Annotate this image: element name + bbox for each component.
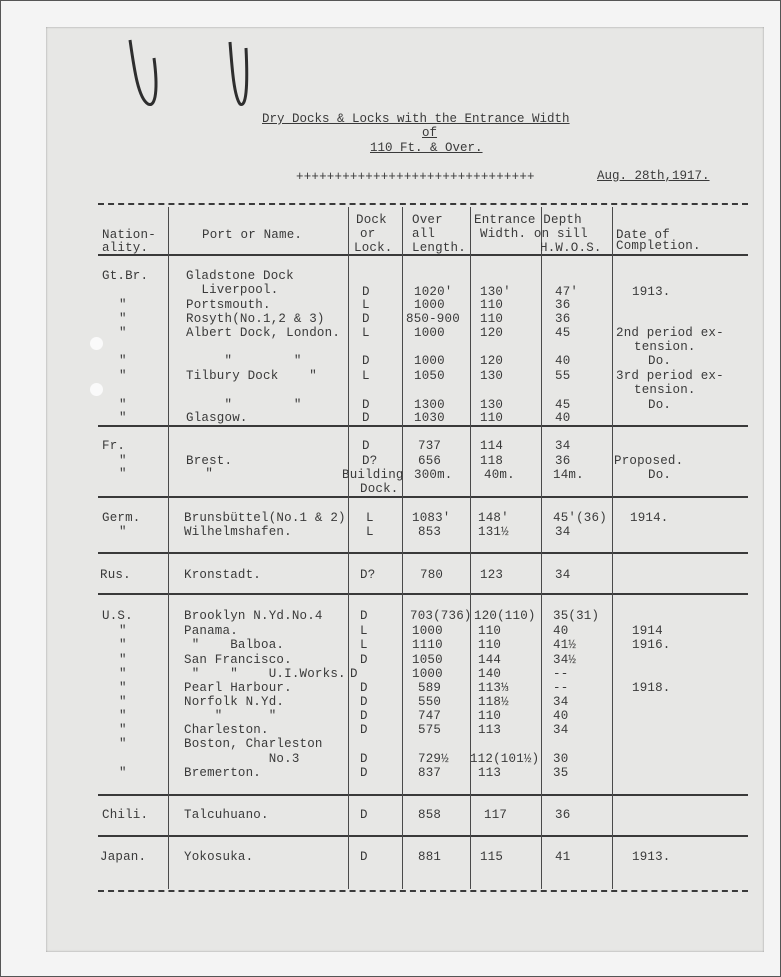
cell-nation: " — [119, 312, 127, 326]
column-divider — [470, 207, 471, 889]
cell-nation: " — [119, 298, 127, 312]
cell-width: 130 — [480, 369, 504, 383]
cell-depth: 34 — [555, 525, 571, 539]
cell-length: 589 — [418, 681, 442, 695]
cell-dock: L — [362, 326, 370, 340]
cell-depth: 55 — [555, 369, 571, 383]
cell-dock: D — [362, 354, 370, 368]
cell-date: 1913. — [632, 285, 671, 299]
cell-width: 118 — [480, 454, 504, 468]
header-date: Completion. — [616, 239, 701, 253]
cell-date: 3rd period ex- — [616, 369, 724, 383]
cell-width: 110 — [478, 709, 502, 723]
cell-depth: -- — [553, 667, 569, 681]
cell-length: 1020' — [414, 285, 453, 299]
section-rule — [98, 794, 748, 796]
cell-length: 1000 — [414, 326, 445, 340]
cell-nation: " — [119, 766, 127, 780]
cell-nation: Germ. — [102, 511, 141, 525]
cell-dock: D — [360, 709, 368, 723]
cell-dock: L — [366, 511, 374, 525]
header-length: Over — [412, 213, 443, 227]
cell-nation: " — [119, 369, 127, 383]
cell-width: 117 — [484, 808, 508, 822]
cell-port: " — [190, 467, 214, 481]
cell-date: 1916. — [632, 638, 671, 652]
cell-date: 1914 — [632, 624, 663, 638]
cell-length: 550 — [418, 695, 442, 709]
cell-nation: " — [119, 681, 127, 695]
cell-port: Panama. — [184, 624, 238, 638]
cell-length: 1030 — [414, 411, 445, 425]
cell-date: Do. — [648, 468, 672, 482]
cell-port: Tilbury Dock " — [186, 369, 317, 383]
cell-port: San Francisco. — [184, 653, 292, 667]
cell-width: 110 — [480, 312, 504, 326]
cell-depth: 40 — [555, 354, 571, 368]
cell-nation: " — [119, 667, 127, 681]
cell-dock: D — [360, 609, 368, 623]
cell-width: 148' — [478, 511, 509, 525]
cell-port: Yokosuka. — [184, 850, 254, 864]
cell-port: No.3 — [184, 752, 300, 766]
doc-title-size: 110 Ft. & Over. — [370, 141, 483, 155]
doc-title: Dry Docks & Locks with the Entrance Width — [262, 112, 570, 126]
cell-length: 575 — [418, 723, 442, 737]
cell-nation: " — [119, 326, 127, 340]
cell-dock: L — [360, 624, 368, 638]
cell-depth: -- — [553, 681, 569, 695]
cell-depth: 36 — [555, 312, 571, 326]
cell-port: Talcuhuano. — [184, 808, 269, 822]
cell-port: Charleston. — [184, 723, 269, 737]
section-rule — [98, 593, 748, 595]
cell-nation: Fr. — [102, 439, 126, 453]
cell-port: " " — [186, 398, 302, 412]
cell-width: 114 — [480, 439, 504, 453]
paper-clip-right — [226, 38, 256, 110]
cell-depth: 34½ — [553, 653, 577, 667]
cell-dock: D — [360, 653, 368, 667]
cell-nation: " — [119, 695, 127, 709]
cell-length: 703(736) — [410, 609, 472, 623]
doc-title-of: of — [422, 126, 438, 140]
column-divider — [168, 207, 169, 889]
cell-port: Liverpool. — [186, 283, 279, 297]
cell-date: 1913. — [632, 850, 671, 864]
cell-width: 120(110) — [474, 609, 536, 623]
cell-dock: D — [350, 667, 358, 681]
section-rule — [98, 552, 748, 554]
cell-depth: 30 — [553, 752, 569, 766]
cell-depth: 36 — [555, 454, 571, 468]
cell-length: 1000 — [414, 354, 445, 368]
cell-depth: 47' — [555, 285, 579, 299]
cell-port: Portsmouth. — [186, 298, 271, 312]
document-sheet — [46, 27, 764, 952]
cell-length: 780 — [420, 568, 444, 582]
header-dock: or — [360, 227, 376, 241]
cell-width: 40m. — [484, 468, 515, 482]
cell-port: Brunsbüttel(No.1 & 2) — [184, 511, 346, 525]
cell-width: 144 — [478, 653, 502, 667]
cell-port: " Balboa. — [184, 638, 285, 652]
cell-length: 747 — [418, 709, 442, 723]
cell-date: Proposed. — [614, 454, 684, 468]
paper-clip-left — [124, 38, 164, 110]
cell-depth: 45 — [555, 326, 571, 340]
cell-dock: D — [362, 285, 370, 299]
cell-dock: D — [362, 398, 370, 412]
column-divider — [402, 207, 403, 889]
cell-width: 113⅓ — [478, 681, 509, 695]
cell-dock: D — [360, 808, 368, 822]
cell-length: 1000 — [412, 624, 443, 638]
cell-nation: " — [119, 638, 127, 652]
cell-nation: " — [119, 653, 127, 667]
cell-width: 112(101½) — [470, 752, 540, 766]
header-nationality: ality. — [102, 241, 149, 255]
cell-length: 729½ — [418, 752, 449, 766]
header-length: Length. — [412, 241, 466, 255]
cell-width: 118½ — [478, 695, 509, 709]
cell-port: " " U.I.Works. — [184, 667, 346, 681]
cell-dock: D — [360, 752, 368, 766]
header-nationality: Nation- — [102, 228, 156, 242]
doc-date: Aug. 28th,1917. — [597, 169, 710, 183]
cell-nation: U.S. — [102, 609, 133, 623]
cell-port: Wilhelmshafen. — [184, 525, 292, 539]
header-port: Port or Name. — [202, 228, 303, 242]
cell-depth: 14m. — [553, 468, 584, 482]
cell-length: 1050 — [414, 369, 445, 383]
section-rule — [98, 835, 748, 837]
cell-depth: 40 — [553, 709, 569, 723]
header-depth: H.W.O.S. — [540, 241, 602, 255]
cell-length: 1000 — [414, 298, 445, 312]
cell-dock: D — [362, 411, 370, 425]
cell-date: tension. — [634, 340, 696, 354]
cell-depth: 41½ — [553, 638, 577, 652]
cell-nation: " — [119, 454, 127, 468]
cell-depth: 35 — [553, 766, 569, 780]
cell-nation: " — [119, 411, 127, 425]
cell-port: Rosyth(No.1,2 & 3) — [186, 312, 325, 326]
column-divider — [612, 207, 613, 889]
section-rule — [98, 425, 748, 427]
cell-dock: L — [360, 638, 368, 652]
cell-depth: 45 — [555, 398, 571, 412]
cell-width: 140 — [478, 667, 502, 681]
punch-hole — [90, 337, 103, 350]
cell-depth: 34 — [555, 439, 571, 453]
cell-depth: 34 — [555, 568, 571, 582]
cell-depth: 36 — [555, 808, 571, 822]
cell-port: Pearl Harbour. — [184, 681, 292, 695]
punch-hole — [90, 383, 103, 396]
cell-length: 300m. — [414, 468, 453, 482]
column-divider — [348, 207, 349, 889]
cell-date: 2nd period ex- — [616, 326, 724, 340]
column-divider — [541, 207, 542, 889]
cell-dock: D — [360, 681, 368, 695]
cell-depth: 45'(36) — [553, 511, 607, 525]
cell-nation: " — [119, 467, 127, 481]
cell-length: 858 — [418, 808, 442, 822]
cell-width: 131½ — [478, 525, 509, 539]
cell-length: 1000 — [412, 667, 443, 681]
cell-port: Boston, Charleston — [184, 737, 323, 751]
cell-port: Bremerton. — [184, 766, 262, 780]
header-length: all — [412, 227, 436, 241]
cell-port: Norfolk N.Yd. — [184, 695, 285, 709]
cross-line: +++++++++++++++++++++++++++++++ — [296, 170, 535, 184]
header-dock: Dock — [356, 213, 387, 227]
cell-width: 123 — [480, 568, 504, 582]
header-dock: Lock. — [354, 241, 393, 255]
cell-port: Albert Dock, London. — [186, 326, 341, 340]
cell-width: 113 — [478, 723, 502, 737]
cell-nation: " — [119, 398, 127, 412]
cell-dock: D — [362, 312, 370, 326]
cell-port: Brooklyn N.Yd.No.4 — [184, 609, 323, 623]
cell-dock: D — [360, 723, 368, 737]
cell-nation: Rus. — [100, 568, 131, 582]
cell-date: 1914. — [630, 511, 669, 525]
cell-port: Glasgow. — [186, 411, 248, 425]
table-top-rule — [98, 203, 748, 205]
cell-port: Gladstone Dock — [186, 269, 294, 283]
cell-length: 1110 — [412, 638, 443, 652]
cell-nation: Gt.Br. — [102, 269, 149, 283]
cell-depth: 34 — [553, 695, 569, 709]
cell-width: 110 — [480, 298, 504, 312]
cell-width: 130 — [480, 398, 504, 412]
cell-width: 115 — [480, 850, 504, 864]
cell-width: 120 — [480, 354, 504, 368]
cell-nation: Chili. — [102, 808, 149, 822]
cell-date: Do. — [648, 354, 672, 368]
cell-date: Do. — [648, 398, 672, 412]
cell-dock: D — [362, 439, 370, 453]
cell-width: 110 — [478, 624, 502, 638]
cell-dock: Dock. — [360, 482, 399, 496]
table-bottom-rule — [98, 890, 748, 892]
header-date: Date of — [616, 228, 670, 242]
cell-dock: D — [360, 766, 368, 780]
cell-dock: L — [362, 369, 370, 383]
cell-length: 853 — [418, 525, 442, 539]
cell-date: tension. — [634, 383, 696, 397]
cell-length: 656 — [418, 454, 442, 468]
cell-width: 110 — [478, 638, 502, 652]
cell-nation: Japan. — [100, 850, 147, 864]
cell-length: 850-900 — [406, 312, 460, 326]
cell-dock: L — [366, 525, 374, 539]
cell-length: 1050 — [412, 653, 443, 667]
cell-width: 113 — [478, 766, 502, 780]
cell-port: " " — [184, 709, 277, 723]
cell-length: 1300 — [414, 398, 445, 412]
cell-dock: L — [362, 298, 370, 312]
cell-dock: D — [360, 695, 368, 709]
cell-width: 120 — [480, 326, 504, 340]
cell-date: 1918. — [632, 681, 671, 695]
cell-port: " " — [186, 354, 302, 368]
cell-width: 110 — [480, 411, 504, 425]
cell-depth: 40 — [555, 411, 571, 425]
cell-depth: 35(31) — [553, 609, 600, 623]
cell-port: Kronstadt. — [184, 568, 262, 582]
cell-nation: " — [119, 723, 127, 737]
cell-nation: " — [119, 737, 127, 751]
section-rule — [98, 496, 748, 498]
cell-depth: 36 — [555, 298, 571, 312]
cell-nation: " — [119, 624, 127, 638]
cell-length: 1083' — [412, 511, 451, 525]
cell-dock: Building — [342, 468, 404, 482]
cell-depth: 40 — [553, 624, 569, 638]
cell-depth: 34 — [553, 723, 569, 737]
cell-dock: D? — [362, 454, 378, 468]
cell-length: 737 — [418, 439, 442, 453]
header-entrance: Entrance Depth — [474, 213, 582, 227]
cell-dock: D? — [360, 568, 376, 582]
cell-nation: " — [119, 354, 127, 368]
cell-nation: " — [119, 525, 127, 539]
cell-width: 130' — [480, 285, 511, 299]
cell-nation: " — [119, 709, 127, 723]
cell-dock: D — [360, 850, 368, 864]
cell-length: 881 — [418, 850, 442, 864]
cell-depth: 41 — [555, 850, 571, 864]
header-entrance: Width. on sill — [480, 227, 588, 241]
cell-length: 837 — [418, 766, 442, 780]
cell-port: Brest. — [186, 454, 233, 468]
